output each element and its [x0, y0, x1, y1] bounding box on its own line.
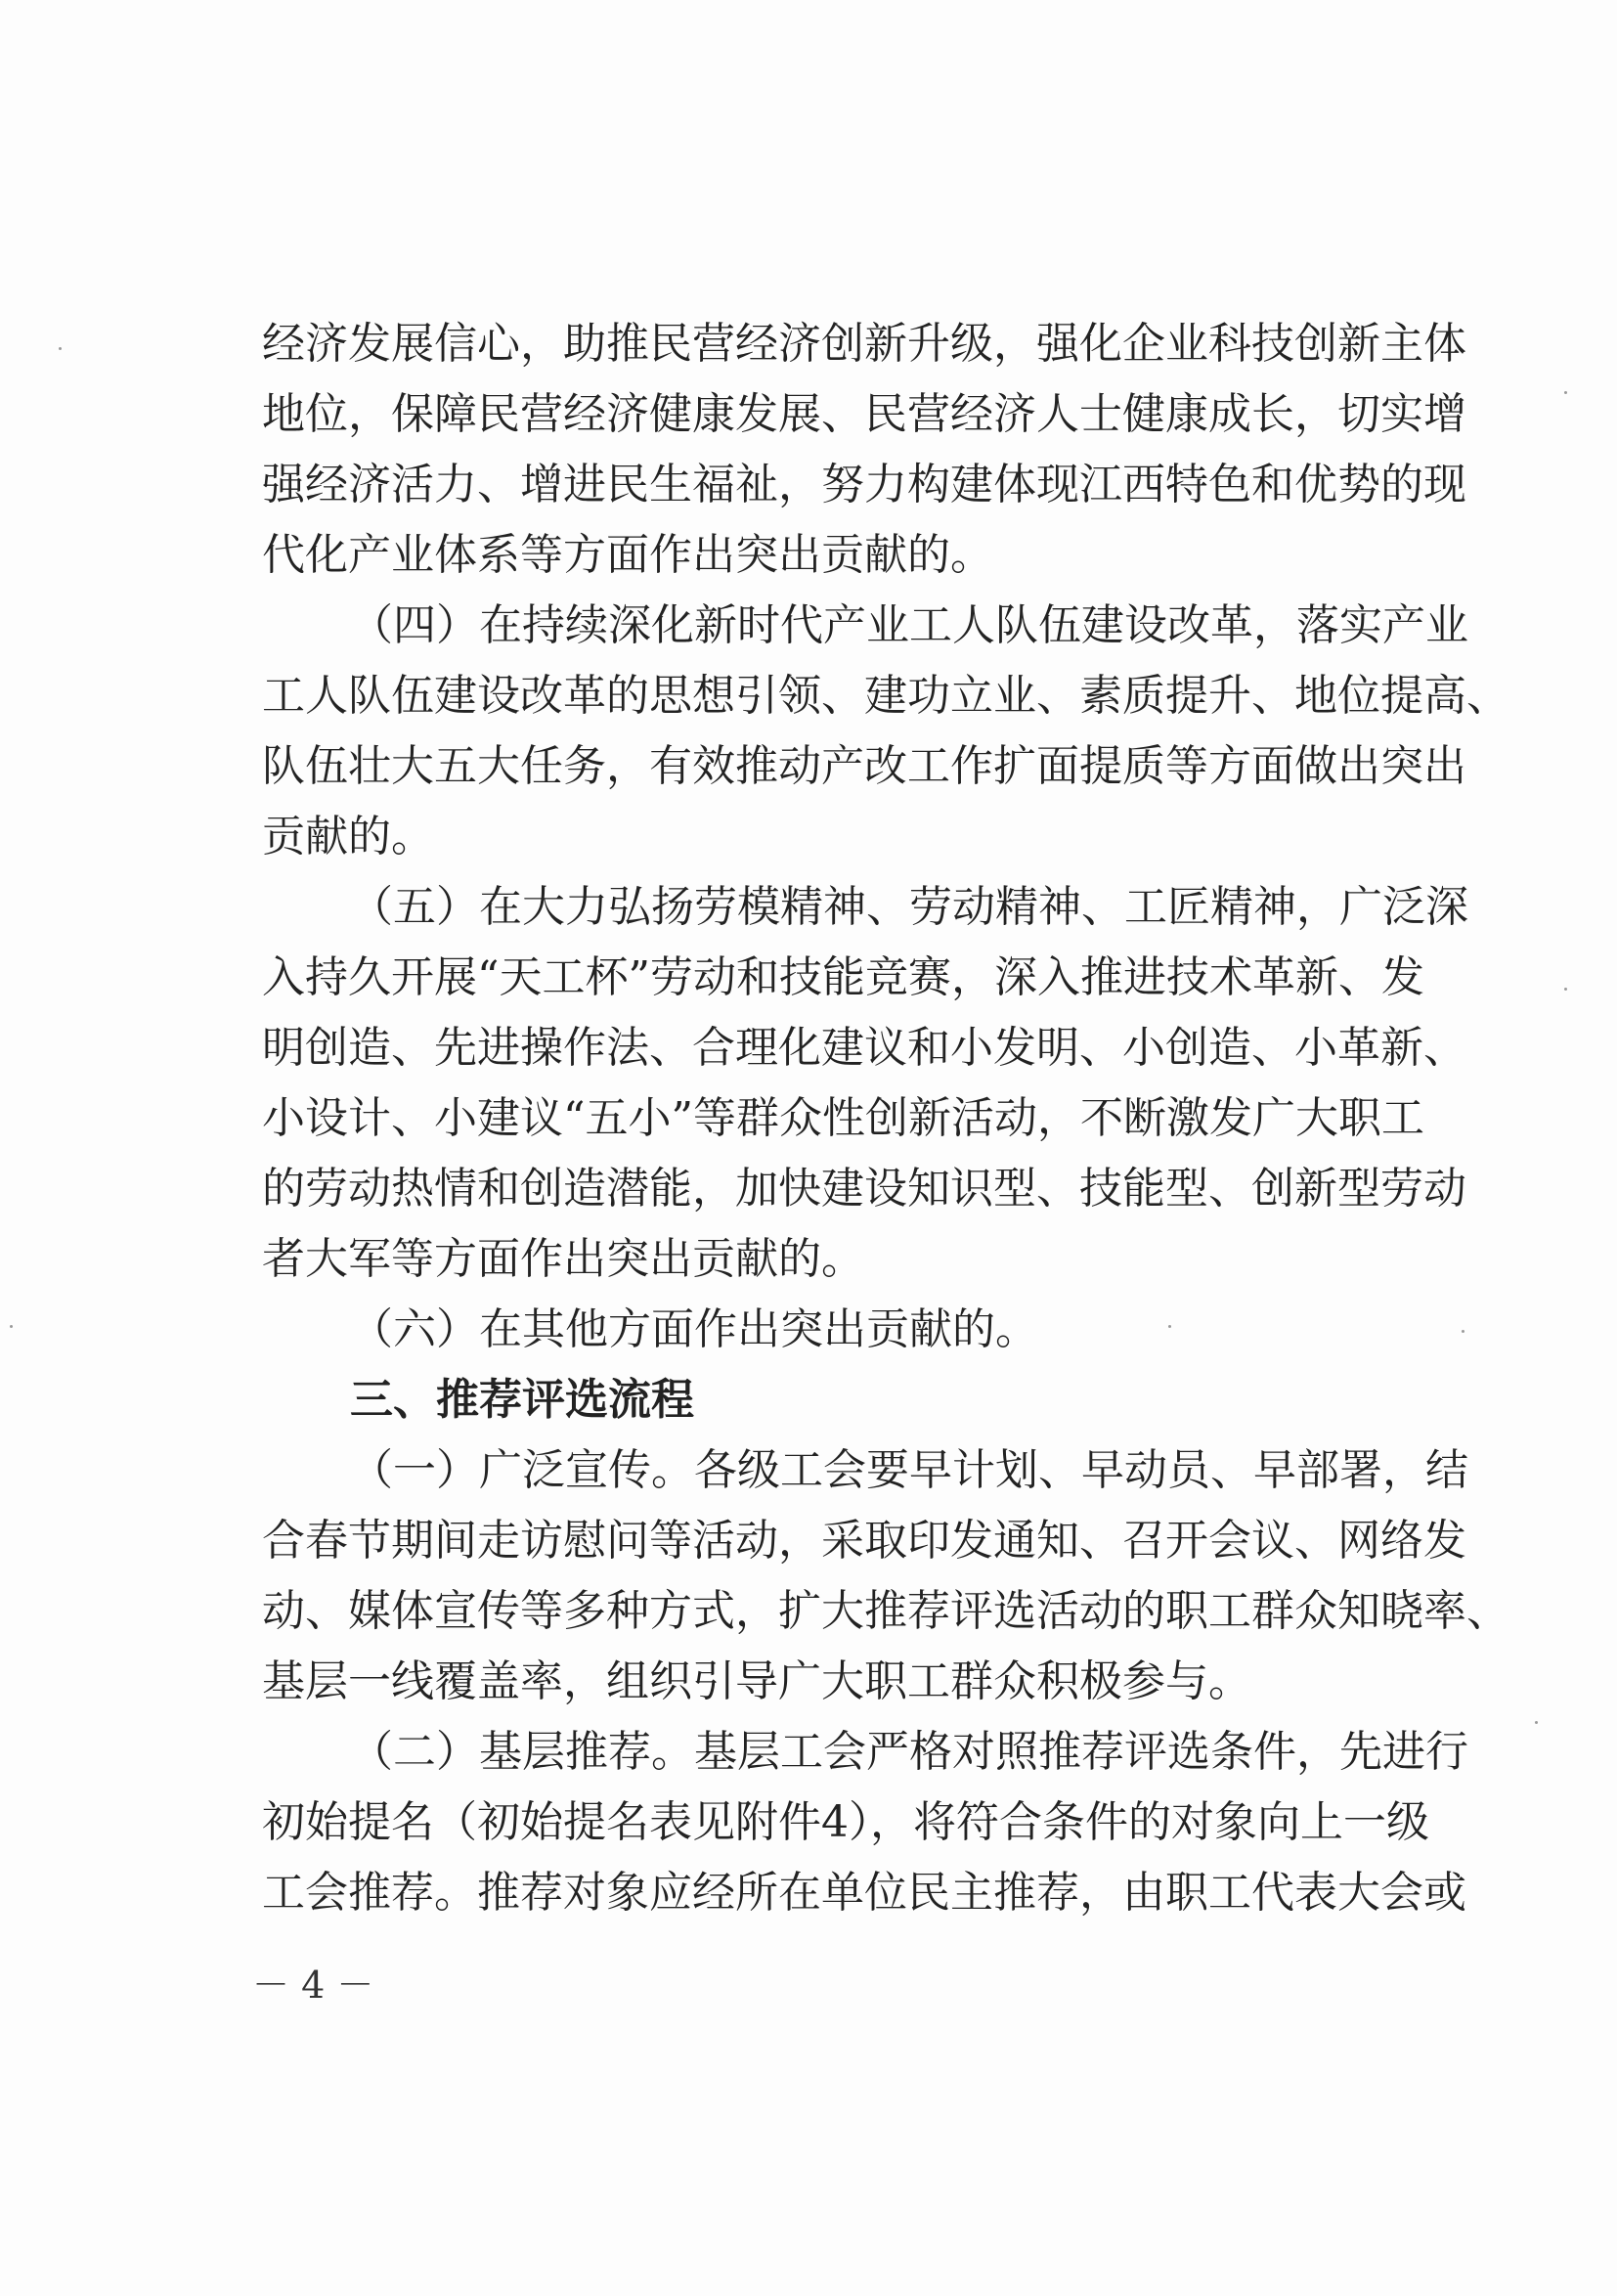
paragraph-line: 基层一线覆盖率，组织引导广大职工群众积极参与。 — [262, 1656, 1251, 1706]
page-number: － 4 － — [252, 1964, 374, 2007]
scan-speck — [10, 1325, 13, 1328]
paragraph-line: （五）在大力弘扬劳模精神、劳动精神、工匠精神，广泛深 — [350, 882, 1468, 932]
paragraph-line: （四）在持续深化新时代产业工人队伍建设改革，落实产业 — [350, 600, 1468, 650]
scan-speck — [1462, 1330, 1464, 1333]
paragraph-line: 动、媒体宣传等多种方式，扩大推荐评选活动的职工群众知晓率、 — [262, 1586, 1509, 1636]
paragraph-line: 小设计、小建议“五小”等群众性创新活动，不断激发广大职工 — [262, 1093, 1424, 1143]
paragraph-line: 代化产业体系等方面作出突出贡献的。 — [262, 530, 993, 580]
paragraph-line: 明创造、先进操作法、合理化建议和小发明、小创造、小革新、 — [262, 1023, 1466, 1073]
paragraph-line: 初始提名（初始提名表见附件4），将符合条件的对象向上一级 — [262, 1797, 1429, 1847]
scan-speck — [1564, 391, 1567, 394]
paragraph-line: 贡献的。 — [262, 812, 434, 861]
paragraph-line: 的劳动热情和创造潜能，加快建设知识型、技能型、创新型劳动 — [262, 1164, 1466, 1214]
paragraph-line: 经济发展信心，助推民营经济创新升级，强化企业科技创新主体 — [262, 319, 1466, 369]
scan-speck — [59, 347, 62, 350]
paragraph-line: 合春节期间走访慰问等活动，采取印发通知、召开会议、网络发 — [262, 1516, 1466, 1566]
paragraph-line: 入持久开展“天工杯”劳动和技能竞赛，深入推进技术革新、发 — [262, 952, 1424, 1002]
paragraph-line: （六）在其他方面作出突出贡献的。 — [350, 1304, 1038, 1354]
paragraph-line: （一）广泛宣传。各级工会要早计划、早动员、早部署，结 — [350, 1445, 1468, 1495]
paragraph-line: 工人队伍建设改革的思想引领、建功立业、素质提升、地位提高、 — [262, 671, 1509, 721]
paragraph-line: （二）基层推荐。基层工会严格对照推荐评选条件，先进行 — [350, 1727, 1468, 1777]
paragraph-line: 强经济活力、增进民生福祉，努力构建体现江西特色和优势的现 — [262, 460, 1466, 509]
paragraph-line: 者大军等方面作出突出贡献的。 — [262, 1234, 864, 1284]
scan-speck — [1168, 1325, 1171, 1328]
section-heading: 三、推荐评选流程 — [350, 1375, 694, 1425]
paragraph-line: 队伍壮大五大任务，有效推动产改工作扩面提质等方面做出突出 — [262, 741, 1466, 791]
scan-speck — [1564, 988, 1567, 991]
paragraph-line: 工会推荐。推荐对象应经所在单位民主推荐，由职工代表大会或 — [262, 1868, 1466, 1918]
paragraph-line: 地位，保障民营经济健康发展、民营经济人士健康成长，切实增 — [262, 389, 1466, 439]
scan-speck — [1535, 1721, 1538, 1724]
